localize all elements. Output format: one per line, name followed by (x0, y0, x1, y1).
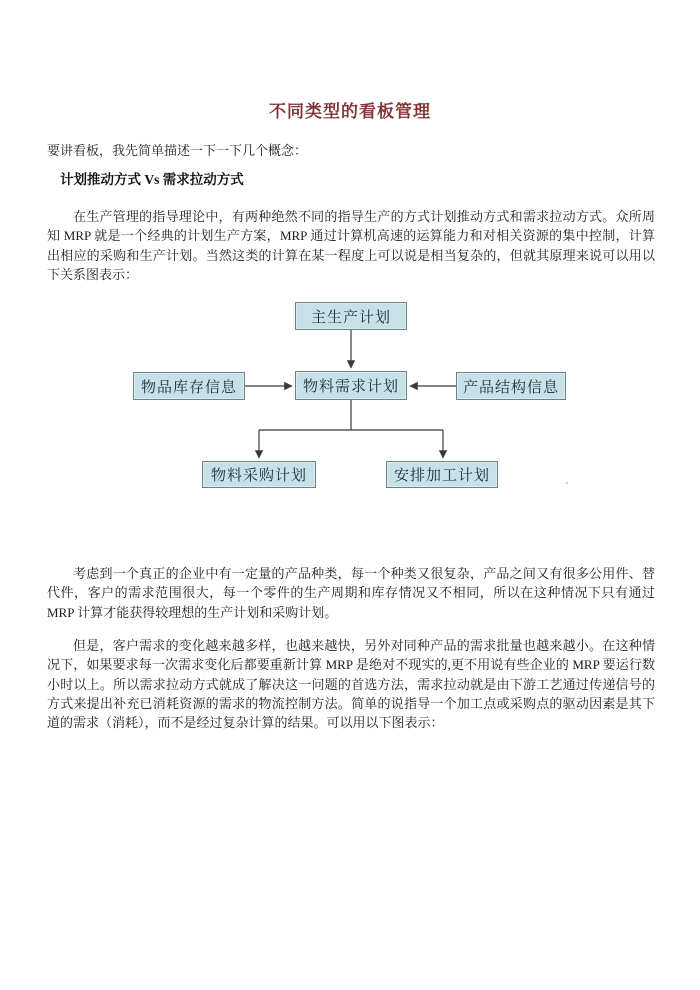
section-heading: 计划推动方式 Vs 需求拉动方式 (60, 172, 244, 188)
diagram-box-material-purchase-plan: 物料采购计划 (202, 461, 316, 488)
mrp-flow-diagram (47, 295, 657, 500)
diagram-box-master-production-plan: 主生产计划 (295, 302, 407, 330)
diagram-box-inventory-info: 物品库存信息 (133, 372, 245, 400)
paragraph-mrp-complexity: 考虑到一个真正的企业中有一定量的产品种类，每一个种类又很复杂，产品之间又有很多公用件、替代件，客户的需求范围很大，每一个零件的生产周期和库存情况又不相同，所以在这种情况下只有通过 MRP 计算才能获得较理想的生产计划和采购计划。 (47, 566, 655, 620)
diagram-box-product-structure-info: 产品结构信息 (456, 372, 566, 400)
paragraph-mrp-intro: 在生产管理的指导理论中，有两种绝然不同的指导生产的方式计划推动方式和需求拉动方式。众所周知 MRP 就是一个经典的计划生产方案，MRP 通过计算机高速的运算能力和对相关资源的集中控制，计算出相应的采购和生产计划。当然这类的计算在某一程度上可以说是相当复杂的，但就其原理来说可以用以下关系图表示： (47, 209, 655, 282)
diagram-box-material-requirements-plan: 物料需求计划 (295, 371, 407, 400)
paragraph-pull-method: 但是，客户需求的变化越来越多样，也越来越快，另外对同种产品的需求批量也越来越小。在这种情况下，如果要求每一次需求变化后都要重新计算 MRP 是绝对不现实的,更不用说有些企业的 MRP 要运行数小时以上。所以需求拉动方式就成了解决这一问题的首选方法，需求拉动就是由下游工艺通过传递信号的方式来提出补充已消耗资源的需求的物流控制方法。简单的说指导一个加工点或采购点的驱动因素是其下道的需求（消耗），而不是经过复杂计算的结果。可以用以下图表示： (47, 638, 655, 731)
intro-text: 要讲看板，我先简单描述一下一下几个概念： (47, 143, 308, 158)
page-title: 不同类型的看板管理 (269, 102, 431, 122)
diagram-box-processing-plan: 安排加工计划 (386, 461, 498, 488)
stray-mark: ' (566, 480, 568, 492)
